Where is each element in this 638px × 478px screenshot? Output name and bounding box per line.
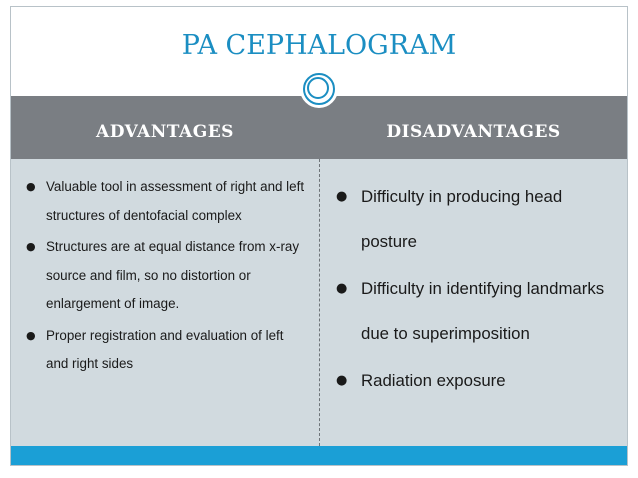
bullet-icon: ● [26, 240, 36, 253]
bullet-icon: ● [336, 373, 348, 388]
circle-ornament-icon [300, 70, 338, 108]
footer-bar [11, 446, 627, 465]
disadvantages-list [336, 174, 621, 405]
bullet-icon: ● [336, 189, 348, 204]
list-item [26, 233, 308, 319]
bullet-icon: ● [26, 328, 36, 342]
list-item [336, 266, 621, 356]
disadvantage-text: Difficulty in producing head posture [361, 187, 563, 251]
advantages-list [26, 173, 308, 382]
advantages-heading: ADVANTAGES [96, 122, 234, 142]
advantage-text: Valuable tool in assessment of right and left structures of dentofacial complex [46, 179, 305, 223]
inner-ring [307, 77, 329, 99]
bullet-icon: ● [26, 180, 36, 193]
column-divider [319, 159, 320, 446]
advantage-text: Structures are at equal distance from x-ray source and film, so no distortion or enlargement of image. [46, 239, 300, 311]
disadvantages-heading: DISADVANTAGES [386, 122, 561, 142]
slide-title: PA CEPHALOGRAM [181, 30, 457, 61]
list-item [26, 173, 308, 230]
advantage-text: Proper registration and evaluation of left and right sides [46, 327, 284, 371]
list-item [336, 358, 621, 403]
list-item [26, 322, 308, 379]
disadvantage-text: Radiation exposure [361, 371, 506, 390]
bullet-icon: ● [336, 281, 348, 296]
list-item [336, 174, 621, 264]
disadvantage-text: Difficulty in identifying landmarks due to superimposition [361, 279, 605, 343]
